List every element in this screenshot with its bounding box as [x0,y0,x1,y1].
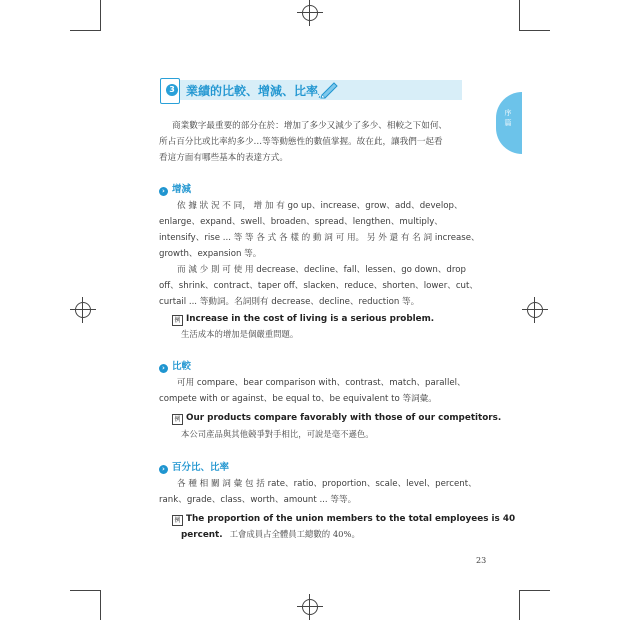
crop-mark [519,590,550,591]
section-title-text: 比較 [172,361,192,372]
example-sentence [172,314,434,326]
arrow-circle-icon: › [159,465,168,474]
crop-mark [519,30,550,31]
registration-mark-left [70,297,96,323]
chapter-side-tab-label: 序篇 [504,109,512,127]
body-line: compete with or against、be equal to、be equivalent to 等詞彙。 [159,394,437,404]
body-line: 各 種 相 關 詞 彙 包 括 rate、ratio、proportion、scale、level、percent、 [177,479,477,489]
section-title-increase [159,181,191,196]
section-title-text: 百分比、比率 [172,462,230,473]
section-title-compare [159,358,191,373]
example-marker-icon: 例 [172,414,183,425]
example-translation: 本公司產品與其他競爭對手相比，可說是毫不遜色。 [181,429,374,439]
page-number: 23 [476,556,487,565]
body-line: 依 據 狀 況 不 同， 增 加 有 go up、increase、grow、add、develop、 [177,201,463,211]
crop-mark [519,590,520,620]
body-line: enlarge、expand、swell、broaden、spread、lengthen、multiply、 [159,217,443,227]
body-line: 而 減 少 則 可 使 用 decrease、decline、fall、lessen、go down、drop [177,265,466,275]
section-title-text: 增減 [172,184,192,195]
crop-mark [100,590,101,620]
example-translation: 生活成本的增加是個嚴重問題。 [181,329,299,339]
intro-line: 所占百分比或比率約多少…等等動態性的數值掌握。故在此，讓我們一起看 [159,137,443,147]
example-text: The proportion of the union members to the total employees is 40 [186,514,516,524]
body-line: 可用 compare、bear comparison with、contrast、match、parallel、 [177,378,466,388]
crop-mark [100,0,101,30]
crop-mark [70,590,101,591]
section-title-ratio [159,459,229,474]
pencil-icon [318,79,340,99]
body-line: intensify、rise ... 等 等 各 式 各 樣 的 動 詞 可 用。 另 外 還 有 名 詞 increase、 [159,233,480,243]
example-text: Our products compare favorably with those of our competitors. [186,413,502,423]
body-line: rank、grade、class、worth、amount ... 等等。 [159,495,357,505]
arrow-circle-icon: › [159,187,168,196]
example-text: percent. [181,530,223,540]
example-sentence [172,514,515,526]
registration-mark-top [297,0,323,26]
crop-mark [519,0,520,30]
example-translation: 工會成員占全體員工總數的 40%。 [229,529,360,539]
intro-line: 看這方面有哪些基本的表達方式。 [159,153,288,163]
example-sentence [172,413,501,425]
intro-line: 商業數字最重要的部分在於：增加了多少又減少了多少、相較之下如何、 [172,121,448,131]
body-line: growth、expansion 等。 [159,249,262,259]
crop-mark [70,30,101,31]
section-number-badge: 3 [166,84,178,96]
example-text: Increase in the cost of living is a serious problem. [186,314,435,324]
arrow-circle-icon: › [159,364,168,373]
page-title: 業績的比較、增減、比率 [186,84,319,98]
body-line: off、shrink、contract、taper off、slacken、reduce、shorten、lower、cut、 [159,281,478,291]
body-line: curtail ... 等動詞。名詞則有 decrease、decline、reduction 等。 [159,297,420,307]
example-marker-icon: 例 [172,515,183,526]
registration-mark-bottom [297,594,323,620]
example-sentence-continued [181,528,360,540]
example-marker-icon: 例 [172,315,183,326]
registration-mark-right [522,297,548,323]
